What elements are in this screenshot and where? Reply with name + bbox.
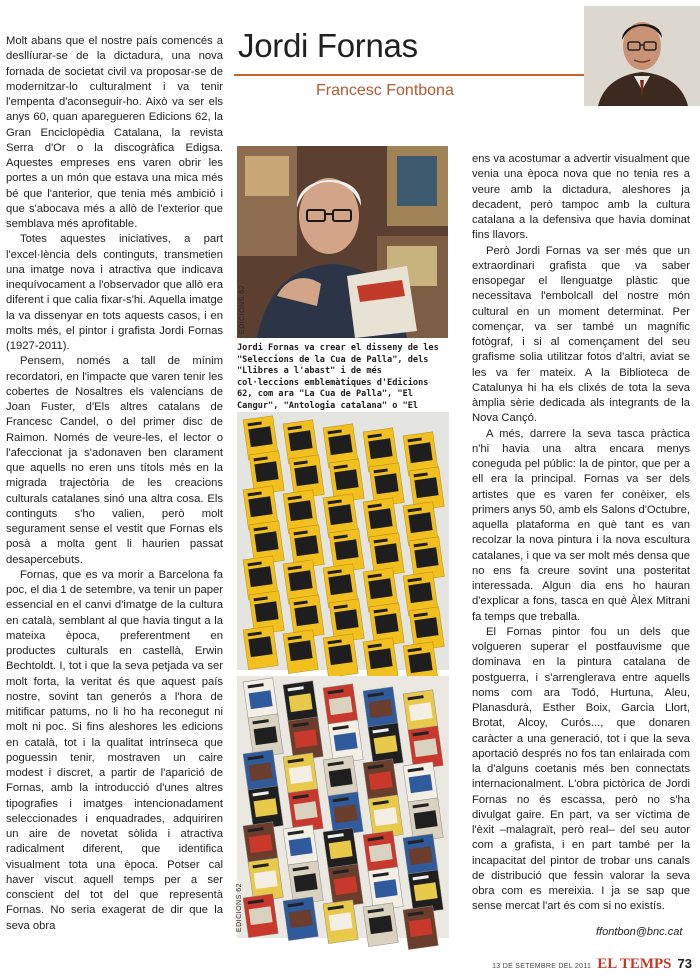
author-portrait <box>584 6 700 106</box>
yellow-covers-image <box>237 412 449 670</box>
book-cover <box>323 634 358 678</box>
book-cover <box>243 894 278 938</box>
article-header <box>234 0 700 110</box>
article-column-left <box>6 34 223 934</box>
photo-credit: EDICIONS 62 <box>236 882 243 932</box>
paragraph: Fornas, que es va morir a Barcelona fa poc, el dia 1 de setembre, va tenir un paper essencial en el canvi d'imatge de la cultura en català, semblant al que havia tingut a la mateixa època, preferentment en productes culturals en castellà, Erwin Bechtoldt. I, tot i que la seva petjada va ser molt forta, la veritat és que aquest país nostre, sovint tan generós a l'hora de mitificar patums, no li ho ha reconegut ni molt ni poc. Si fins aleshores les edicions en català, tot i la qualitat intrínseca que poguessin tenir, mostraven un caire modest i discret, a partir de l'aparició de Fornas, amb la introducció d'unes altres tipografies i imatges intencionadament seleccionades i enquadrades, adquiriren un aire de novetat sòlida i atractiva radicalment diferent, que identifica visualment tota una època. Potser cal haver viscut aquell temps per a ser conscient del tot del que representà Fornas. No seria exagerat de dir que la seva obra <box>6 568 224 932</box>
fornas-portrait-photo <box>237 146 448 338</box>
mixed-covers-photo <box>237 676 449 938</box>
mixed-covers-image <box>237 676 449 938</box>
paragraph: Molt abans que el nostre país comencés a desllíurar-se de la dictadura, una nova fornada de societat civil va proposar-se de modernitzar-lo culturalment i va tenir l'empenta d'aconseguir-ho. Això va ser els anys 60, quan aparegueren Edicions 62, la Gran Enciclopèdia Catalana, la revista Serra d'Or o la discogràfica Edigsa. Aquestes empreses ens varen obrir les portes a un món que estava una mica més bé que l'anterior, que tenia més ambició i que s'abocava més a allò de l'exterior que semblava més aprofitable. <box>6 35 223 230</box>
book-cover <box>283 897 318 941</box>
author-email: ffontbon@bnc.cat <box>596 926 683 938</box>
photo-caption: Jordi Fornas va crear el disseny de les "Seleccions de la Cua de Palla", dels "Llibres a l'abast" i de més col·leccions emblemàtiques d'Edicions 62, com ara "La Cua de Palla", "El Cangur", "Antologia catalana" o "El <box>237 343 439 411</box>
title-rule <box>234 74 584 76</box>
paragraph: El Fornas pintor fou un dels que volgueren superar el postfauvisme que dominava en la pintura catalana de postguerra, i s'arrenglerava entre aquells noms com ara Todó, Hurtuna, Aleu, Planasdurà, Esther Boix, Garcia Llort, Brotat, Alcoy, Curós..., que donaren caràcter a una generació, tot i que la seva aportació després no fos tan enlairada com la d'alguns coetanis més ben connectats internacionalment. L'obra pictòrica de Jordi Fornas no és escassa, però no s'ha divulgat gaire. En part, va ser víctima de l'èxit –malagraït, però real– del seu autor com a grafista, i en part també per la incapacitat del pintor de trobar uns canals de distribució que fessin valorar la seva obra com es mereixia. I ja se sap que sense mercat l'art és com si no existís. <box>472 625 690 913</box>
book-cover <box>243 626 278 670</box>
book-cover <box>403 906 438 950</box>
paragraph: A més, darrere la seva tasca pràctica n'hi havia una altra encara menys coneguda pel públic: la de pintor, que per a ell era la principal. Fornas va ser dels artistes que es varen fer conèixer, els primers anys 50, amb els Salons d'Octubre, aquella plataforma en què tant es van recolzar la nova pintura i la nova escultura catalanes, i que va ser molt més densa que no ens fa creure sovint una posteritat interessada. Algun dia ens ho hauran d'explicar a fons, tasca en què Àlex Mitrani fa temps que treballa. <box>472 427 690 623</box>
author-portrait-image <box>584 6 700 106</box>
magazine-name: EL TEMPS <box>597 956 672 972</box>
book-cover <box>323 900 358 944</box>
paragraph: Pensem, només a tall de mínim recordatori, en l'impacte que varen tenir les cobertes de Nosaltres els valencians de Joan Fuster, d'Els altres catalans de Francesc Candel, o del primer disc de Raimon. Només de veure-les, el lector o l'afeccionat ja s'adonaven ben clarament que aquells no eren uns títols més en la migrada trajectòria de les creacions culturals catalanes sinó una altra cosa. Els continguts s'ho valien, però molt segurament sense el vestit que Fornas els posà a molta gent li haurien passat desapercebuts. <box>6 355 223 566</box>
article-column-right <box>472 152 690 915</box>
photo-credit: EDICIONS 62 <box>239 284 246 334</box>
yellow-covers-photo <box>237 412 449 670</box>
paragraph: Però Jordi Fornas va ser més que un extraordinari grafista que va saber ensopegar el llenguatge plàstic que necessitava l'embolcall del nostre món cultural en un moment determinat. Per començar, va ser també un magnífic fotògraf, i si al començament del seu grafisme solia utilitzar fotos d'altri, aviat se les va fer mateix. A la Biblioteca de Catalunya hi ha els clixés de tota la seva àmplia sèrie dedicada als integrants de la Nova Cançó. <box>472 244 690 425</box>
paragraph: ens va acostumar a advertir visualment que venia una època nova que no tenia res a veure amb la dictadura, aleshores ja decadent, però tampoc amb la cultura catalana a la defensiva que havia dominat fins llavors. <box>472 153 690 242</box>
paragraph: Totes aquestes iniciatives, a part l'excel·lència dels continguts, transmetien una imatge nova i atractiva que indicava inequívocament a l'observador que allò era diferent i que calia fixar-s'hi. Aquella imatge la va dissenyar en tots aquests casos, i en molts més, el pintor i grafista Jordi Fornas (1927-2011). <box>6 233 223 352</box>
fornas-portrait-image <box>237 146 448 338</box>
page-number: 73 <box>677 956 692 971</box>
page-footer <box>492 956 692 974</box>
article-title: Jordi Fornas <box>238 27 418 64</box>
issue-date: 13 DE SETEMBRE DEL 2011 <box>492 963 592 970</box>
book-cover <box>363 903 398 947</box>
book-cover <box>283 630 318 674</box>
author-name: Francesc Fontbona <box>316 82 454 99</box>
